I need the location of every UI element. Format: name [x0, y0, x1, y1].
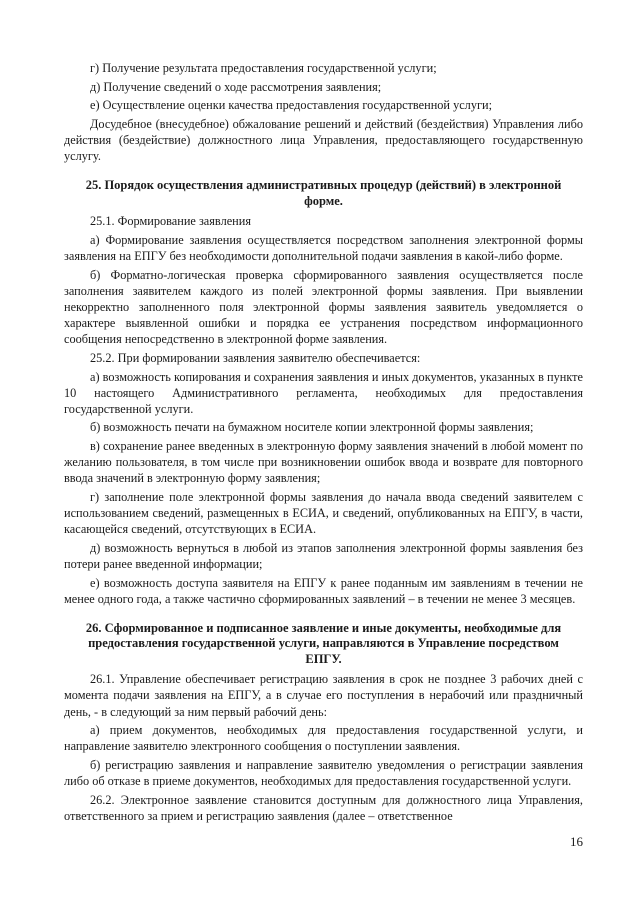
paragraph: а) Формирование заявления осуществляется посредством заполнения электронной формы заявления на ЕПГУ без необходимости дополнительной подачи заявления в какой-либо форме.	[64, 233, 583, 264]
paragraph: г) Получение результата предоставления государственной услуги;	[90, 61, 437, 75]
paragraph: 25.2. При формировании заявления заявителю обеспечивается:	[90, 350, 421, 365]
paragraph: Досудебное (внесудебное) обжалование решений и действий (бездействия) Управления либо действия (бездействие) должностного лица Управления, предоставляющего государственную услугу.	[64, 117, 583, 164]
paragraph: в) сохранение ранее введенных в электронную форму заявления значений в любой момент по желанию пользователя, в том числе при возникновении ошибок ввода и возврате для повторного ввода значений в электронную форму заявления;	[64, 439, 583, 486]
paragraph: д) Получение сведений о ходе рассмотрения заявления;	[90, 79, 382, 94]
paragraph: 26.2. Электронное заявление становится доступным для должностного лица Управления, ответственного за прием и регистрацию заявления (далее – ответственное	[64, 792, 583, 823]
paragraph: а) прием документов, необходимых для предоставления государственной услуги, и направление заявителю электронного сообщения о поступлении заявления.	[64, 723, 583, 754]
paragraph: 26.1. Управление обеспечивает регистрацию заявления в срок не позднее 3 рабочих дней с момента подачи заявления на ЕПГУ, а в случае его поступления в нерабочий или праздничный день, - в следующий за ним первый рабочий день:	[64, 672, 583, 719]
paragraph: а) возможность копирования и сохранения заявления и иных документов, указанных в пункте 10 настоящего Административного регламента, необходимых для предоставления государственной услуги.	[64, 369, 583, 416]
paragraph: д) возможность вернуться в любой из этапов заполнения электронной формы заявления без потери ранее введенной информации;	[64, 540, 583, 571]
paragraph: б) возможность печати на бумажном носителе копии электронной формы заявления;	[90, 420, 534, 435]
paragraph: е) возможность доступа заявителя на ЕПГУ к ранее поданным им заявлениям в течении не менее одного года, а также частично сформированных заявлений – в течении не менее 3 месяцев.	[64, 575, 583, 606]
paragraph: 25.1. Формирование заявления	[90, 214, 251, 229]
section-25-heading: 25. Порядок осуществления административных процедур (действий) в электронной форме.	[85, 178, 562, 208]
paragraph: б) регистрацию заявления и направление заявителю уведомления о регистрации заявления либо об отказе в приеме документов, необходимых для предоставления государственной услуги.	[64, 758, 583, 789]
paragraph: б) Форматно-логическая проверка сформированного заявления осуществляется после заполнения заявителем каждого из полей электронной формы заявления. При выявлении некорректно заполненного поля электронной формы заявления заявитель уведомляется о характере выявленной ошибки и порядка ее устранения посредством информационного сообщения непосредственно в электронной форме заявления.	[64, 267, 583, 347]
paragraph: е) Осуществление оценки качества предоставления государственной услуги;	[90, 98, 493, 113]
paragraph: г) заполнение поле электронной формы заявления до начала ввода сведений заявителем с использованием сведений, размещенных в ЕСИА, и сведений, опубликованных на ЕПГУ, в части, касающейся сведений, отсутствующих в ЕСИА.	[64, 490, 583, 537]
page-number: 16	[570, 834, 583, 849]
section-26-heading: 26. Сформированное и подписанное заявление и иные документы, необходимые для предоставления государственной услуги, направляются в Управление посредством ЕПГУ.	[85, 620, 562, 666]
